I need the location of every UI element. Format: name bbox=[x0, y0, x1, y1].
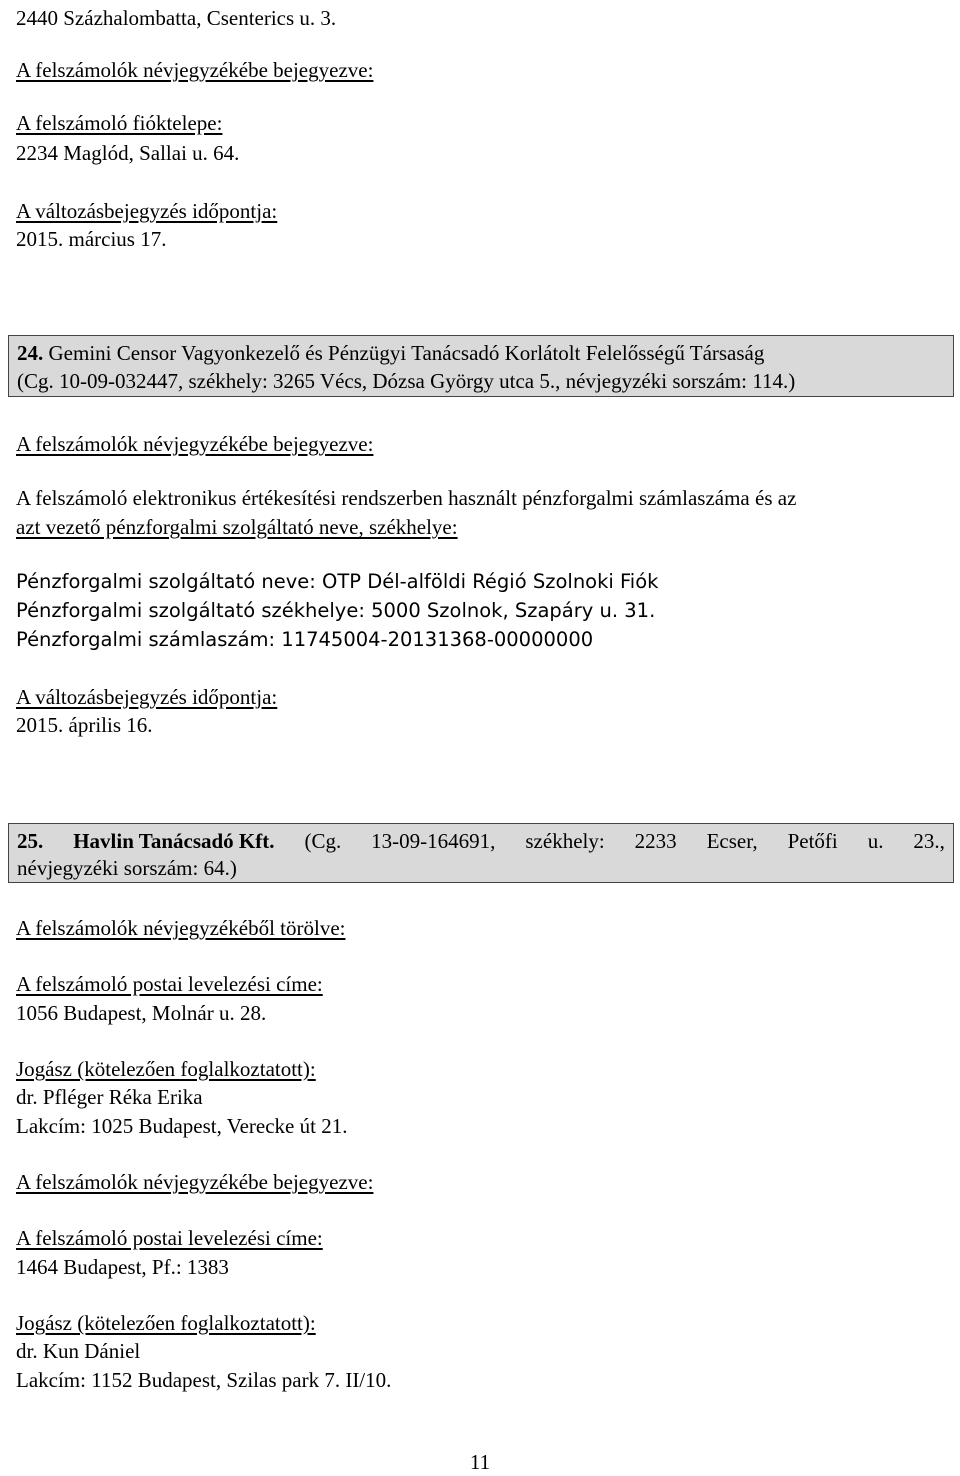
branch-address: 2234 Maglód, Sallai u. 64. bbox=[16, 141, 240, 165]
change-date: 2015. március 17. bbox=[16, 227, 167, 251]
page-number: 11 bbox=[469, 1450, 491, 1474]
entry-25-lawyer-label-1: Jogász (kötelezően foglalkoztatott): bbox=[16, 1057, 316, 1081]
entry-24-provider-name: Pénzforgalmi szolgáltató neve: OTP Dél-alföldi Régió Szolnoki Fiók bbox=[16, 570, 659, 593]
entry-25-title-line bbox=[17, 827, 945, 855]
entry-25-lawyer-label-2: Jogász (kötelezően foglalkoztatott): bbox=[16, 1311, 316, 1335]
entry-25-postal-address-2: 1464 Budapest, Pf.: 1383 bbox=[16, 1255, 229, 1279]
registered-heading: A felszámolók névjegyzékébe bejegyezve: bbox=[16, 58, 374, 82]
entry-25-detail-part: Ecser, bbox=[706, 829, 758, 853]
entry-25-lawyer-name-1: dr. Pfléger Réka Erika bbox=[16, 1085, 203, 1109]
entry-25-detail-part: Petőfi bbox=[787, 829, 838, 853]
entry-25-deleted-heading: A felszámolók névjegyzékéből törölve: bbox=[16, 916, 346, 940]
entry-24-account-number: Pénzforgalmi számlaszám: 11745004-20131368-00000000 bbox=[16, 628, 594, 651]
entry-25-lawyer-address-1: Lakcím: 1025 Budapest, Verecke út 21. bbox=[16, 1114, 348, 1138]
entry-25-detail-part: 2233 bbox=[634, 829, 677, 853]
entry-25-lawyer-name-2: dr. Kun Dániel bbox=[16, 1339, 141, 1363]
entry-25-number: 25. bbox=[17, 829, 44, 853]
entry-25-postal-label-1: A felszámoló postai levelezési címe: bbox=[16, 972, 323, 996]
entry-25-header-box bbox=[8, 823, 954, 883]
entry-24-header-box bbox=[8, 335, 954, 397]
entry-25-detail-part: székhely: bbox=[525, 829, 605, 853]
entry-24-change-date: 2015. április 16. bbox=[16, 713, 153, 737]
entry-24-account-intro-2: azt vezető pénzforgalmi szolgáltató neve, székhelye: bbox=[16, 515, 458, 539]
branch-label: A felszámoló fióktelepe: bbox=[16, 111, 223, 135]
entry-24-details: (Cg. 10-09-032447, székhely: 3265 Vécs, Dózsa György utca 5., névjegyzéki sorszám: 114.) bbox=[17, 369, 796, 393]
entry-25-detail-part: 13-09-164691, bbox=[371, 829, 496, 853]
entry-24-change-date-label: A változásbejegyzés időpontja: bbox=[16, 685, 278, 709]
entry-25-registered-heading: A felszámolók névjegyzékébe bejegyezve: bbox=[16, 1170, 374, 1194]
entry-25-detail-part: u. bbox=[867, 829, 884, 853]
entry-25-details-line-2: névjegyzéki sorszám: 64.) bbox=[17, 856, 237, 880]
entry-24-name: Gemini Censor Vagyonkezelő és Pénzügyi Tanácsadó Korlátolt Felelősségű Társaság bbox=[48, 341, 765, 365]
change-date-label: A változásbejegyzés időpontja: bbox=[16, 199, 278, 223]
entry-24-registered-heading: A felszámolók névjegyzékébe bejegyezve: bbox=[16, 432, 374, 456]
entry-25-lawyer-address-2: Lakcím: 1152 Budapest, Szilas park 7. II/10. bbox=[16, 1368, 392, 1392]
entry-24-number: 24. bbox=[17, 341, 44, 365]
entry-25-postal-label-2: A felszámoló postai levelezési címe: bbox=[16, 1226, 323, 1250]
entry-25-detail-part: (Cg. bbox=[304, 829, 342, 853]
entry-25-detail-part: 23., bbox=[913, 829, 945, 853]
entry-24-account-intro-1: A felszámoló elektronikus értékesítési rendszerben használt pénzforgalmi számlaszáma és az bbox=[16, 486, 797, 510]
entry-24-title-line bbox=[17, 339, 764, 367]
entry-25-postal-address-1: 1056 Budapest, Molnár u. 28. bbox=[16, 1001, 267, 1025]
entry-24-provider-seat: Pénzforgalmi szolgáltató székhelye: 5000 Szolnok, Szapáry u. 31. bbox=[16, 599, 656, 622]
entry-25-name: Havlin Tanácsadó Kft. bbox=[73, 829, 275, 853]
address-line: 2440 Százhalombatta, Csenterics u. 3. bbox=[16, 6, 337, 30]
